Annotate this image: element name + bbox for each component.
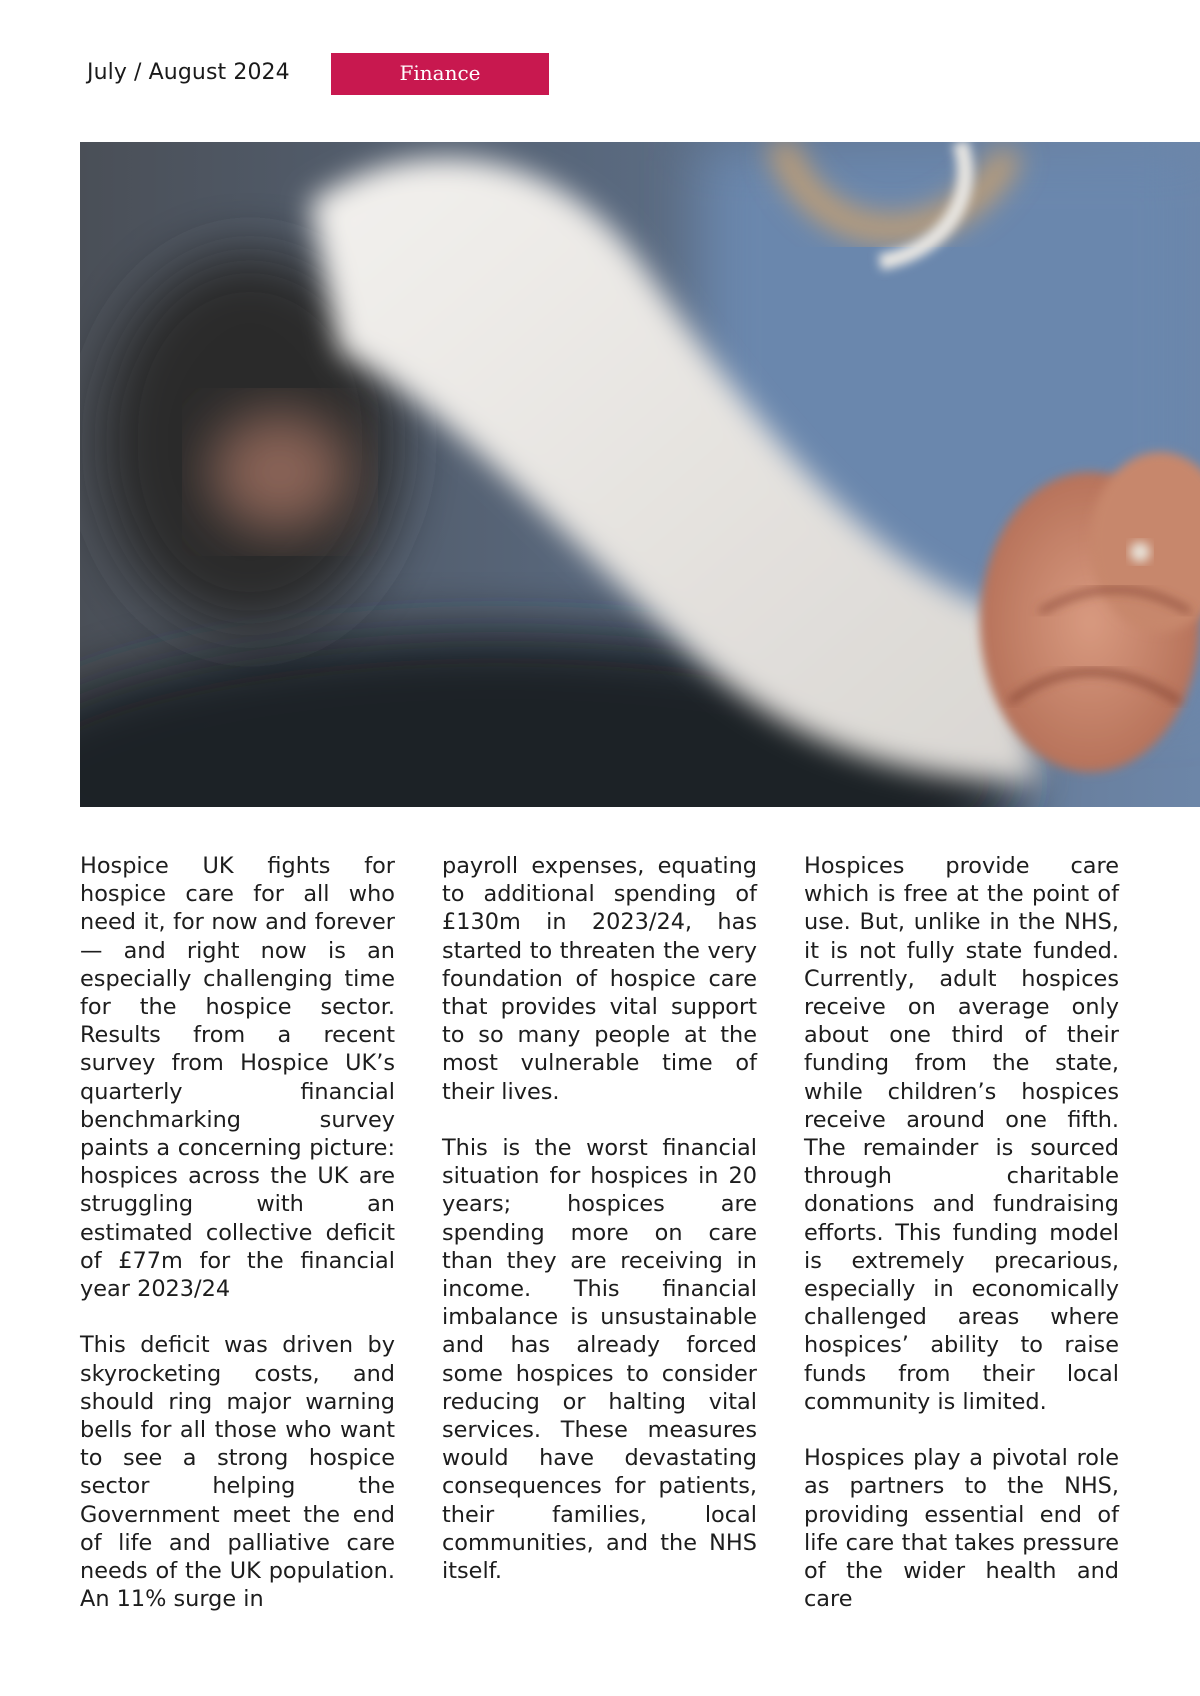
paragraph: payroll expenses, equating to additional spending of £130m in 2023/24, has started to threaten the very foundation of hospice care that provides vital support to so many people at the most vulnerable time of their lives. — [442, 853, 757, 1105]
article-column-1 — [80, 852, 395, 1642]
article-column-2 — [442, 852, 757, 1613]
photo-hands-held-icon — [80, 142, 1200, 807]
paragraph: Hospices play a pivotal role as partners to the NHS, providing essential end of life care that takes pressure of the wider health and care — [804, 1445, 1119, 1613]
paragraph: This deficit was driven by skyrocketing costs, and should ring major warning bells for all those who want to see a strong hospice sector helping the Government meet the end of life and palliative care needs of the UK population. An 11% surge in — [80, 1332, 395, 1613]
paragraph: Hospices provide care which is free at the point of use. But, unlike in the NHS, it is not fully state funded. Currently, adult hospices receive on average only about one third of their funding from the state, while children’s hospices receive around one fifth. The remainder is sourced through charitable donations and fundraising efforts. This funding model is extremely precarious, especially in economically challenged areas where hospices’ ability to raise funds from their local community is limited. — [804, 853, 1119, 1415]
section-badge: Finance — [331, 53, 549, 95]
article-column-3 — [804, 852, 1119, 1642]
paragraph: This is the worst financial situation for hospices in 20 years; hospices are spending more on care than they are receiving in income. This financial imbalance is unsustainable and has already forced some hospices to consider reducing or halting vital services. These measures would have devastating consequences for patients, their families, local communities, and the NHS itself. — [442, 1135, 757, 1585]
hero-image — [80, 142, 1200, 807]
issue-date: July / August 2024 — [87, 60, 290, 85]
paragraph: Hospice UK fights for hospice care for all who need it, for now and forever — and right now is an especially challenging time for the hospice sector. Results from a recent survey from Hospice UK’s quarterly financial benchmarking survey paints a concerning picture: hospices across the UK are struggling with an estimated collective deficit of £77m for the financial year 2023/24 — [80, 853, 395, 1303]
